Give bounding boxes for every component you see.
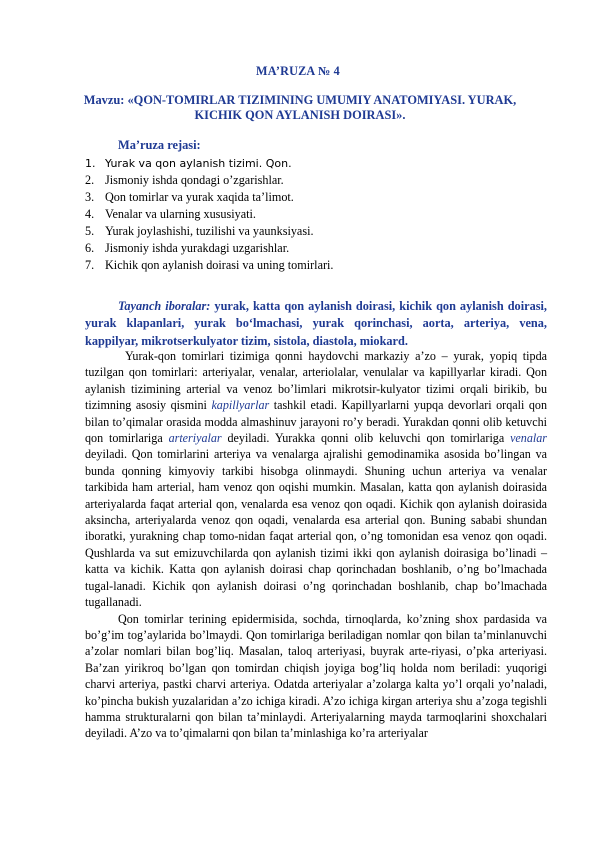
body-paragraph [85,348,547,611]
plan-item [85,257,545,274]
text-run: deyiladi. Yurakka qonni olib keluvchi qon tomirlariga [221,431,511,446]
plan-item [85,223,545,240]
keywords-label: Tayanch iboralar: [118,299,211,313]
text-run: deyiladi. Qon tomirlarini arteriya va venalarga ajralishi gemodinamika asosida bo’lingan va bunda qonning kimyoviy tarkibi hisobga olinmaydi. Shuning uchun arteriya va venalar tarkibida ham arterial, ham venoz qon oqishi mumkin. Masalan, katta qon aylanish doirasida arteriyalarda faqat arterial qon, venalarda esa venoz qon oqadi. Kichik qon aylanish doirasida aksincha, arteriyalarda venoz qon oqadi, venalarda esa arterial qon. Buning sababi shundan iboratki, yurakning chap tomo-nidan faqat arterial qon, o’ng tomonidan esa venoz qon oqadi. Qushlarda va sut emizuvchilarda qon aylanish tizimi ikki qon aylanish doirasiga bo’linadi – katta va kichik. Katta qon aylanish doirasi chap qorinchadan boshlanib, o’ng bo’lmachada tugal-lanadi. Kichik qon aylanish doirasi o’ng qorinchadan boshlanib, chap bo’lmachada tugallanadi. [85,447,547,610]
body-text [85,348,547,742]
lecture-topic: Mavzu: «QON-TOMIRLAR TIZIMINING UMUMIY ANATOMIYASI. YURAK, KICHIK QON AYLANISH DOIRASI». [83,93,517,122]
term-kapillyarlar: kapillyarlar [211,398,270,413]
plan-item-text: Venalar va ularning xususiyati. [105,207,256,221]
plan-item-text: Jismoniy ishda qondagi o’zgarishlar. [105,173,284,187]
keywords-paragraph [85,298,547,350]
plan-item [85,172,545,189]
text-run: Yurak-qon tomirlari tizimiga qonni haydovchi markaziy a’zo – yurak, yopiq tipda tuzilgan qon tomirlari: arteriyalar, venalar, arteriolalar, venulalar va kapillyarlar kiradi. Qon aylanish tizimining arterial va venoz bo’limlari mikrotsir-kulyator tizimi orqali birikib, bu tizimning asosiy qismini [85,349,547,413]
lecture-number: MA’RUZA № 4 [256,64,340,78]
term-venalar: venalar [510,431,548,446]
plan-item-number: 6. [85,241,95,255]
plan-item-text: Yurak va qon aylanish tizimi. Qon. [105,157,292,170]
plan-item-number: 5. [85,224,95,238]
plan-list [85,155,545,274]
plan-item-number: 3. [85,190,95,204]
plan-item-number: 7. [85,258,95,272]
plan-heading: Ma’ruza rejasi: [118,138,201,152]
plan-item [85,155,545,172]
term-arteriyalar: arteriyalar [168,431,222,446]
keywords-text: yurak, katta qon aylanish doirasi, kichik qon aylanish doirasi, yurak klapanlari, yurak bo‘lmachasi, yurak qorinchasi, aorta, arteriya, vena, kappilyar, mikrotserkulyator tizim, sistola, diastola, miokard. [85,299,547,348]
plan-item-number: 1. [85,157,96,170]
plan-item [85,240,545,257]
plan-item-text: Jismoniy ishda yurakdagi uzgarishlar. [105,241,290,255]
plan-item-text: Kichik qon aylanish doirasi va uning tomirlari. [105,258,334,272]
body-paragraph: Qon tomirlar terining epidermisida, sochda, tirnoqlarda, ko’zning shox pardasida va bo’g’im tog’aylarida bo’lmaydi. Qon tomirlariga beriladigan nomlar qon bilan ta’minlanuvchi a’zolar nomlari bilan bog’liq. Masalan, taloq arteriyasi, buyrak arte-riyasi, o’pka arteriyasi. Ba’zan yirikroq bo’lgan qon tomirdan chiqish joyiga bog’liq holda nom beriladi: yuqorigi charvi arteriya, pastki charvi arteriya. Odatda arteriyalar a’zolarga kalta yo’l orqali yo’naladi, ko’pincha bukish yuzalaridan a’zo ichiga kiradi. A’zo ichiga kirgan arteriya shu a’zoga tegishli hamma strukturalarni qon bilan ta’minlaydi. Arteriyalarning mayda tarmoqlarini shoxchalari deyiladi. A’zo va to’qimalarni qon bilan ta’minlashiga ko’ra arteriyalar [85,611,547,741]
plan-item-number: 4. [85,207,95,221]
plan-item-number: 2. [85,173,95,187]
text-run: tashkil etadi. Kapillyarlarni yupqa devorlari orqali qon bilan to’qimalar orasida modda almashinuv jarayoni ro’y beradi. Yurakdan qonni olib ketuvchi qon tomirlariga [85,398,548,446]
plan-item-text: Yurak joylashishi, tuzilishi va yaunksiyasi. [105,224,314,238]
plan-item [85,206,545,223]
plan-item [85,189,545,206]
plan-item-text: Qon tomirlar va yurak xaqida ta’limot. [105,190,294,204]
